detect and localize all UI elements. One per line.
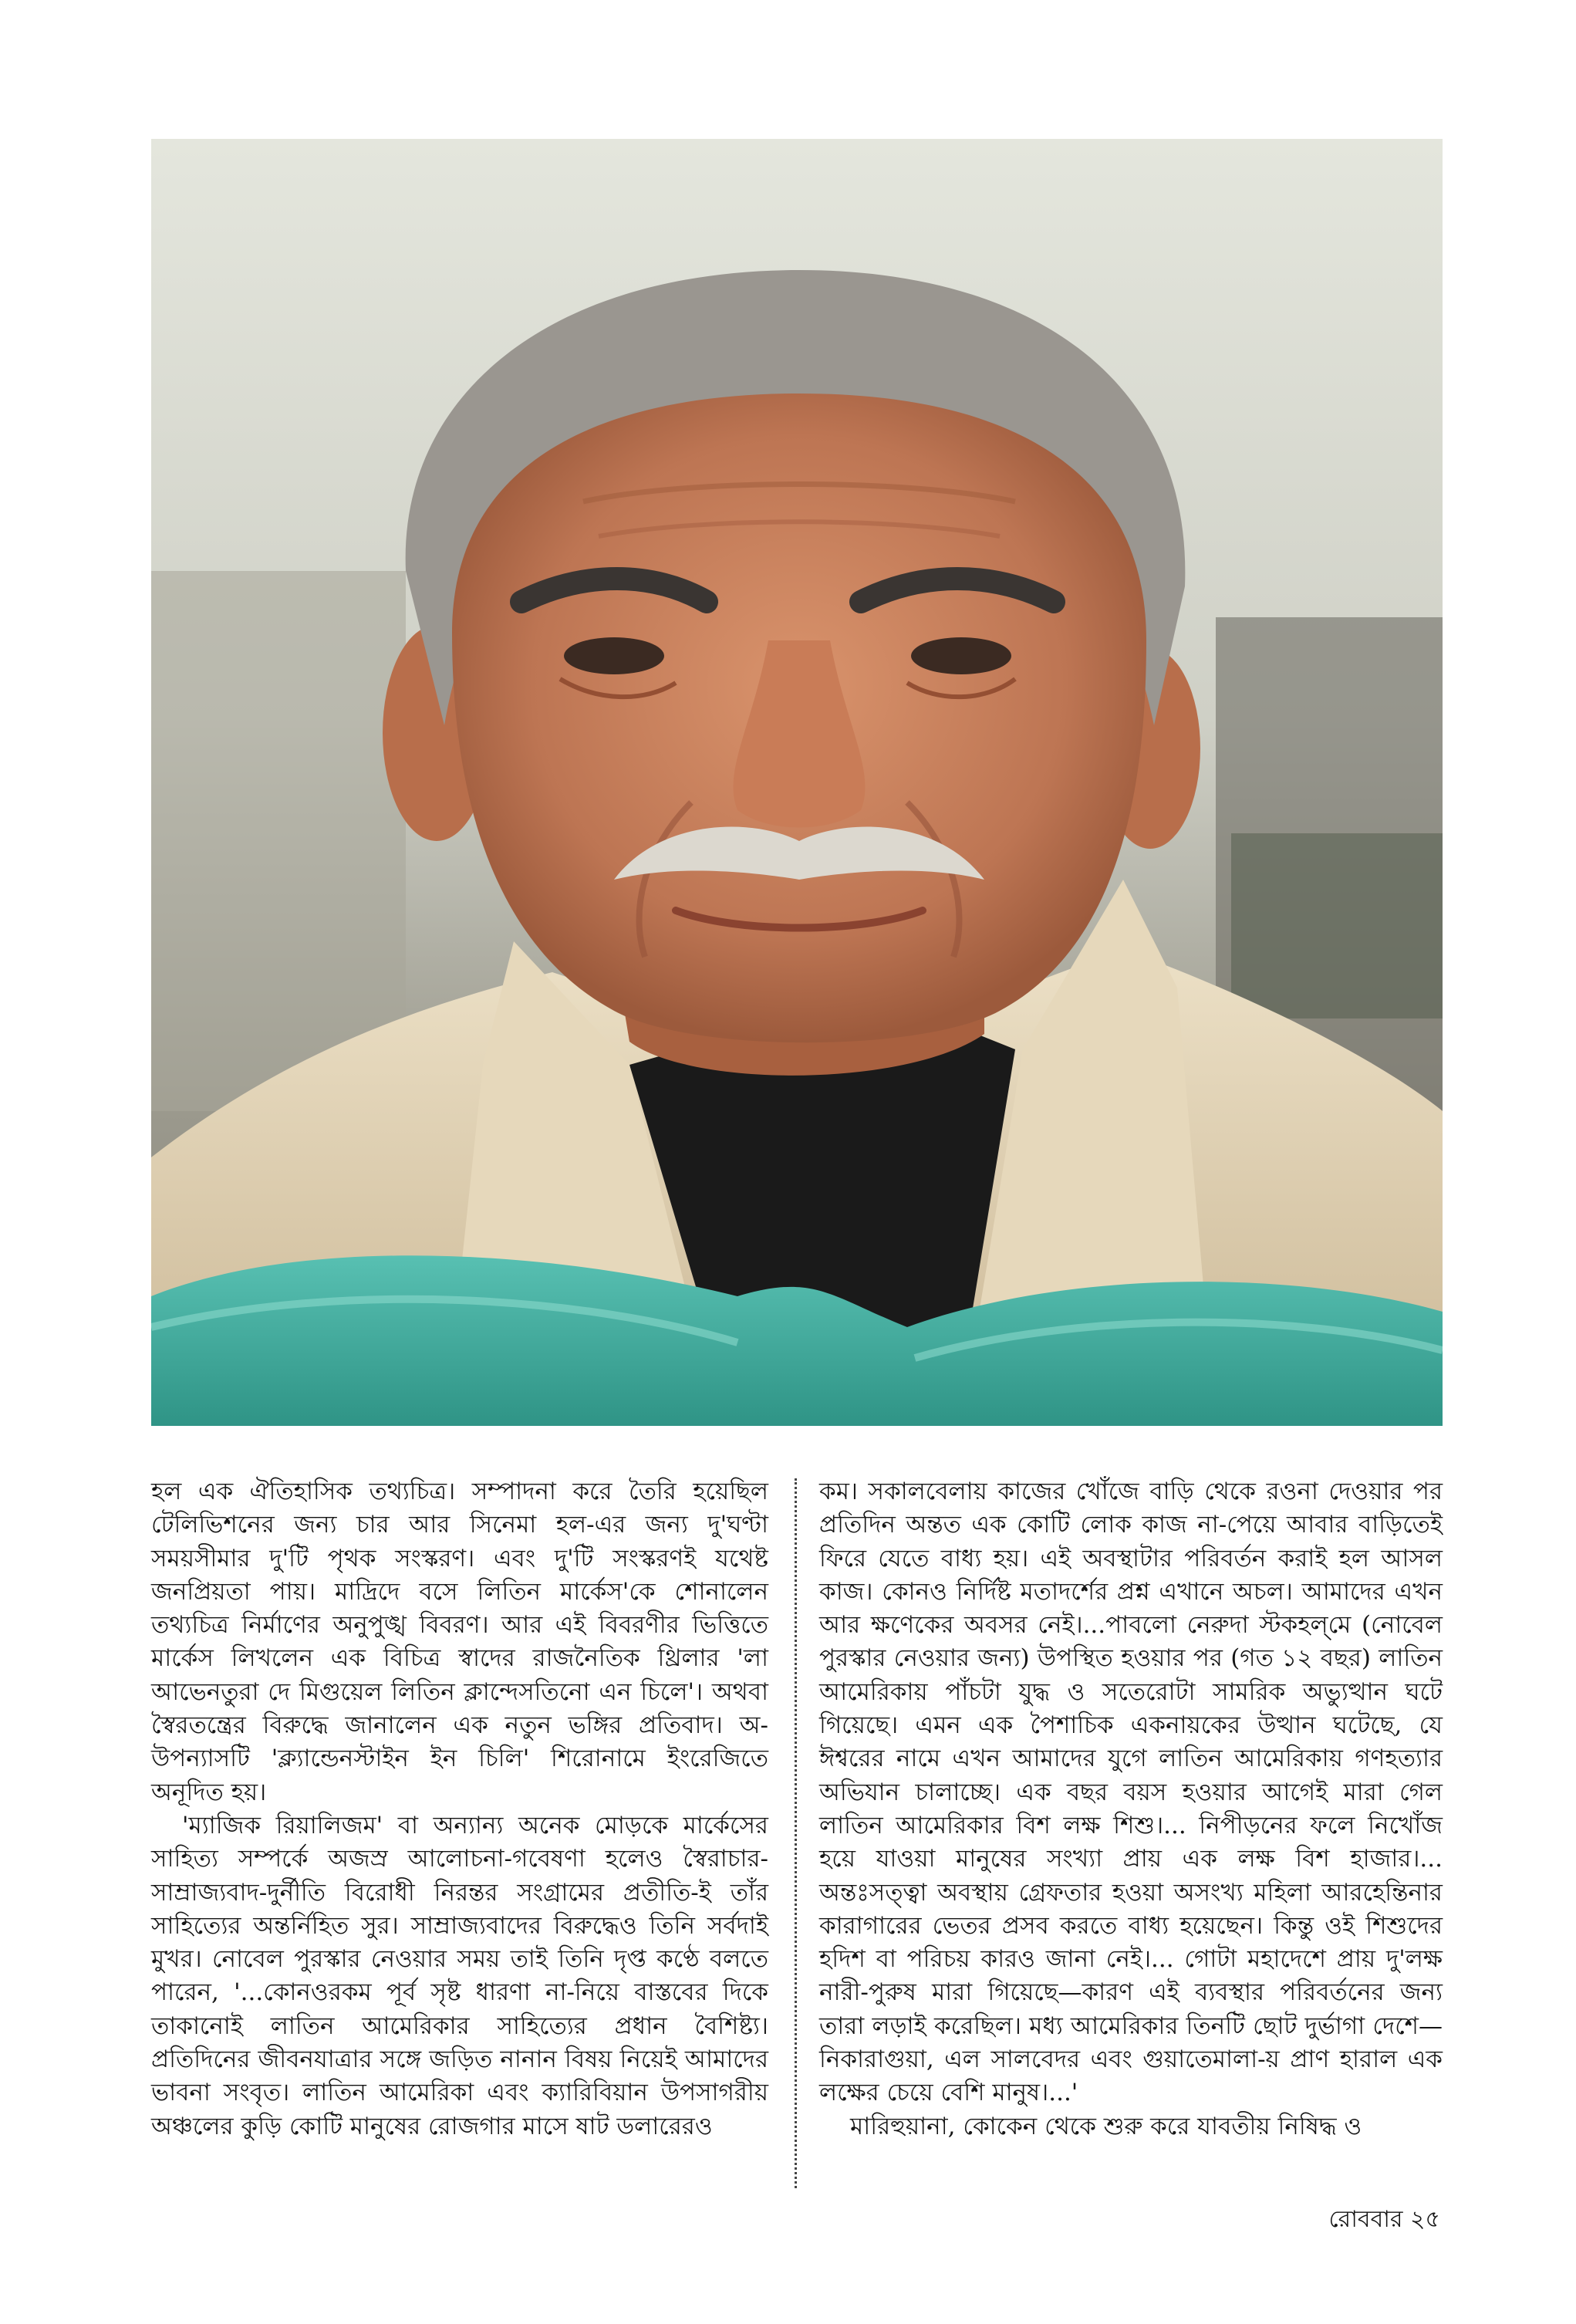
article-paragraph: কম। সকালবেলায় কাজের খোঁজে বাড়ি থেকে রওনা দেওয়ার পর প্রতিদিন অন্তত এক কোটি লোক কাজ না-পেয়ে আবার বাড়িতেই ফিরে যেতে বাধ্য হয়। এই অবস্থাটার পরিবর্তন করাই হল আসল কাজ। কোনও নির্দিষ্ট মতাদর্শের প্রশ্ন এখানে অচল। আমাদের এখন আর ক্ষণেকের অবসর নেই।...পাবলো নেরুদা স্টকহল্‌মে (নোবেল পুরস্কার নেওয়ার জন্য) উপস্থিত হওয়ার পর (গত ১২ বছর) লাতিন আমেরিকায় পাঁচটা যুদ্ধ ও সতেরোটা সামরিক অভ্যুত্থান ঘটে গিয়েছে। এমন এক পৈশাচিক একনায়কের উত্থান ঘটেছে, যে ঈশ্বরের নামে এখন আমাদের যুগে লাতিন আমেরিকায় গণহত্যার অভিযান চালাচ্ছে। এক বছর বয়স হওয়ার আগেই মারা গেল লাতিন আমেরিকার বিশ লক্ষ শিশু।... নিপীড়নের ফলে নিখোঁজ হয়ে যাওয়া মানুষের সংখ্যা প্রায় এক লক্ষ বিশ হাজার।... অন্তঃসত্ত্বা অবস্থায় গ্রেফতার হওয়া অসংখ্য মহিলা আরহেন্তিনার কারাগারের ভেতর প্রসব করতে বাধ্য হয়েছেন। কিন্তু ওই শিশুদের হদিশ বা পরিচয় কারও জানা নেই।... গোটা মহাদেশে প্রায় দু'লক্ষ নারী-পুরুষ মারা গিয়েছে—কারণ এই ব্যবস্থার পরিবর্তনের জন্য তারা লড়াই করেছিল। মধ্য আমেরিকার তিনটি ছোট দুর্ভাগা দেশে—নিকারাগুয়া, এল সালবেদর এবং গুয়াতেমালা-য় প্রাণ হারাল এক লক্ষের চেয়ে বেশি মানুষ।...': [819, 1478, 1443, 2107]
portrait-photo: [151, 139, 1443, 1426]
article-paragraph: 'ম্যাজিক রিয়ালিজম' বা অন্যান্য অনেক মোড়কে মার্কেসের সাহিত্য সম্পর্কে অজস্র আলোচনা-গবেষণা হলেও স্বৈরাচার-সাম্রাজ্যবাদ-দুর্নীতি বিরোধী নিরন্তর সংগ্রামের প্রতীতি-ই তাঁর সাহিত্যের অন্তর্নিহিত সুর। সাম্রাজ্যবাদের বিরুদ্ধেও তিনি সর্বদাই মুখর। নোবেল পুরস্কার নেওয়ার সময় তাই তিনি দৃপ্ত কণ্ঠে বলতে পারেন, '...কোনওরকম পূর্ব সৃষ্ট ধারণা না-নিয়ে বাস্তবের দিকে তাকানোই লাতিন আমেরিকার সাহিত্যের প্রধান বৈশিষ্ট্য। প্রতিদিনের জীবনযাত্রার সঙ্গে জড়িত নানান বিষয় নিয়েই আমাদের ভাবনা সংবৃত। লাতিন আমেরিকা এবং ক্যারিবিয়ান উপসাগরীয় অঞ্চলের কুড়ি কোটি মানুষের রোজগার মাসে ষাট ডলারেরও: [151, 1811, 768, 2140]
column-divider: [795, 1478, 797, 2188]
article-column-left: [151, 1475, 768, 2143]
page-folio: রোববার ২৫: [1328, 2206, 1440, 2233]
article-paragraph: মারিহুয়ানা, কোকেন থেকে শুরু করে যাবতীয় নিষিদ্ধ ও: [850, 2112, 1362, 2140]
article-paragraph: হল এক ঐতিহাসিক তথ্যচিত্র। সম্পাদনা করে তৈরি হয়েছিল টেলিভিশনের জন্য চার আর সিনেমা হল-এর জন্য দু'ঘণ্টা সময়সীমার দু'টি পৃথক সংস্করণ। এবং দু'টি সংস্করণই যথেষ্ট জনপ্রিয়তা পায়। মাদ্রিদে বসে লিতিন মার্কেস'কে শোনালেন তথ্যচিত্র নির্মাণের অনুপুঙ্খ বিবরণ। আর এই বিবরণীর ভিত্তিতে মার্কেস লিখলেন এক বিচিত্র স্বাদের রাজনৈতিক থ্রিলার 'লা আভেনতুরা দে মিগুয়েল লিতিন ক্লান্দেসতিনো এন চিলে'। অথবা স্বৈরতন্ত্রের বিরুদ্ধে জানালেন এক নতুন ভঙ্গির প্রতিবাদ। অ-উপন্যাসটি 'ক্ল্যান্ডেনস্টাইন ইন চিলি' শিরোনামে ইংরেজিতে অনূদিত হয়।: [151, 1478, 768, 1806]
article-column-right: [819, 1475, 1443, 2143]
portrait-photo-svg: [151, 139, 1443, 1426]
